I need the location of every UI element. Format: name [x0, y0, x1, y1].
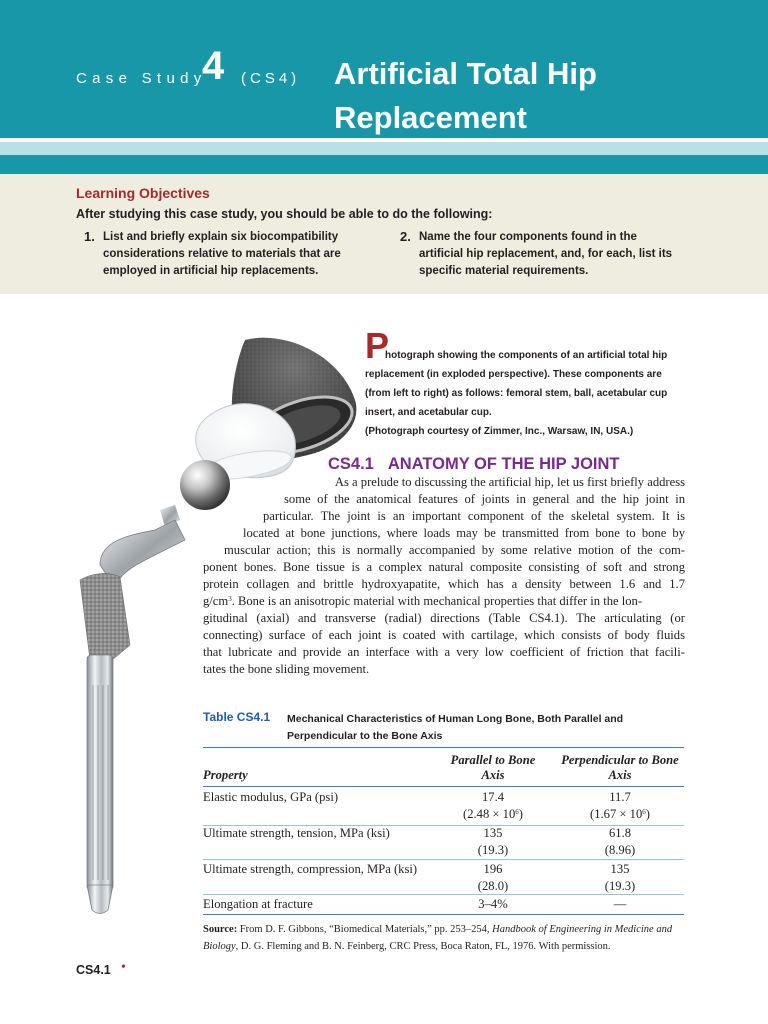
table-cell-perpendicular [554, 861, 686, 895]
body-line: that lubricate and provide an interface with a very low coefficient of friction that facili- [203, 645, 685, 659]
learning-objectives-intro: After studying this case study, you should be able to do the following: [76, 207, 493, 221]
page-number-bullet: • [121, 960, 126, 975]
table-cell-perpendicular [554, 825, 686, 859]
table-cell-alt: (19.3) [604, 879, 636, 893]
table-cell-value: 61.8 [608, 826, 632, 840]
femoral-ball [180, 460, 230, 510]
section-number: CS4.1 [328, 455, 374, 473]
body-line-rest: . Bone is an anisotropic material with mechanical properties that differ in the lon- [231, 594, 643, 608]
table-cell-parallel: 3–4% [478, 897, 508, 911]
page-number: CS4.1 [76, 963, 111, 977]
table-header-line: Axis [481, 768, 505, 782]
learning-objectives-heading: Learning Objectives [76, 185, 210, 201]
table-header-line: Perpendicular to Bone [561, 753, 679, 767]
table-caption [287, 711, 667, 745]
source-book-title: Handbook of Engineering in Medicine and Biology [203, 924, 673, 952]
table-cell-parallel [428, 825, 558, 859]
table-label: Table CS4.1 [203, 710, 271, 724]
source-text: From D. F. Gibbons, “Biomedical Materials,” pp. 253–254, [237, 924, 493, 935]
caption-line: hotograph showing the components of an artificial total hip [385, 350, 668, 361]
case-study-number: 4 [202, 44, 225, 88]
body-line: particular. The joint is an important component of the skeletal system. It is [263, 509, 685, 523]
femoral-stem [80, 505, 185, 914]
body-line: tates the bone sliding movement. [203, 662, 370, 676]
table-header-line: Parallel to Bone [450, 753, 536, 767]
objective-1-line: employed in artificial hip replacements. [103, 265, 319, 277]
table-cell-property: Elongation at fracture [203, 897, 313, 911]
table-cell-perpendicular: — [613, 897, 627, 911]
body-line: connecting) surface of each joint is coated with cartilage, which consists of body fluids [203, 628, 685, 642]
table-cell-alt-base: (2.48 × 10 [463, 807, 516, 821]
table-cell-alt [554, 806, 686, 823]
body-line: some of the anatomical features of joints in general and the hip joint in [284, 492, 685, 506]
table-cell-property: Ultimate strength, tension, MPa (ksi) [203, 826, 390, 840]
body-line: gitudinal (axial) and transverse (radial) directions (Table CS4.1). The articulating (or [203, 611, 685, 625]
objective-1-text [103, 229, 363, 280]
case-study-code: (CS4) [241, 70, 301, 87]
source-label: Source: [203, 924, 238, 935]
body-line: located at bone junctions, where loads may be transmitted from bone to bone by [243, 526, 685, 540]
table-cell-alt: (19.3) [477, 843, 509, 857]
table-cell-alt-exponent: 6 [515, 808, 519, 816]
objective-1-line: considerations relative to materials that are [103, 248, 341, 260]
caption-credit: (Photograph courtesy of Zimmer, Inc., Warsaw, IN, USA.) [365, 426, 634, 437]
section-heading [328, 455, 620, 474]
objective-1-number: 1. [84, 229, 95, 244]
caption-line: (from left to right) as follows: femoral stem, ball, acetabular cup [365, 388, 668, 399]
objective-2-line: artificial hip replacement, and, for each, list its [419, 248, 673, 260]
table-cell-alt [428, 806, 558, 823]
table-caption-line: Mechanical Characteristics of Human Long Bone, Both Parallel and [287, 713, 624, 725]
caption-line: replacement (in exploded perspective). These components are [365, 369, 662, 380]
table-cell-value: 11.7 [609, 790, 631, 804]
page-title [334, 52, 754, 140]
body-line: As a prelude to discussing the artificial hip, let us first briefly address [334, 475, 685, 489]
table-cell-perpendicular [554, 789, 686, 823]
table-rule-top [203, 747, 684, 748]
body-line: protein collagen and brittle hydroxyapatite, which has a density between 1.6 and 1.7 [203, 577, 685, 591]
table-cell-value: 196 [483, 862, 503, 876]
table-rule-header [203, 786, 684, 787]
table-cell-value: 135 [610, 862, 630, 876]
table-cell-parallel [428, 861, 558, 895]
table-header-line: Axis [608, 768, 632, 782]
table-cell-alt-end: ) [518, 807, 523, 821]
table-cell-value: 135 [483, 826, 503, 840]
header-stripe-light [0, 142, 768, 155]
table-row-rule [203, 859, 684, 860]
table-cell-property: Ultimate strength, compression, MPa (ksi) [203, 862, 418, 876]
table-cell-alt-exponent: 6 [642, 808, 646, 816]
objective-2-line: Name the four components found in the [419, 231, 637, 243]
objective-2-number: 2. [400, 229, 411, 244]
table-header-perpendicular [554, 753, 686, 783]
objective-1-line: List and briefly explain six biocompatibility [103, 231, 339, 243]
table-cell-alt: (8.96) [604, 843, 636, 857]
case-study-label: Case Study [76, 70, 207, 87]
title-line-1: Artificial Total Hip [334, 56, 597, 91]
caption-line: insert, and acetabular cup. [365, 407, 492, 418]
table-cell-alt-end: ) [645, 807, 650, 821]
table-source-note [203, 921, 685, 955]
table-header-parallel [428, 753, 558, 783]
table-cell-property: Elastic modulus, GPa (psi) [203, 790, 339, 804]
caption-drop-cap: P [365, 325, 390, 366]
photo-caption [365, 346, 695, 441]
table-row-rule [203, 894, 684, 895]
body-line: muscular action; this is normally accompanied by some relative motion of the com- [224, 543, 685, 557]
section-title: ANATOMY OF THE HIP JOINT [387, 455, 620, 473]
table-cell-alt: (28.0) [477, 879, 509, 893]
table-cell-alt-base: (1.67 × 10 [590, 807, 643, 821]
objective-2-text [419, 229, 694, 280]
header-stripe-dark [0, 155, 768, 174]
body-line-unit: g/cm [203, 594, 229, 608]
body-line [203, 593, 685, 610]
table-header-property: Property [203, 768, 248, 782]
body-line-superscript: 3 [228, 595, 232, 603]
source-text: , D. G. Fleming and B. N. Feinberg, CRC Press, Boca Raton, FL, 1976. With permission. [235, 941, 611, 952]
table-caption-line: Perpendicular to the Bone Axis [287, 730, 443, 742]
table-cell-value: 17.4 [481, 790, 505, 804]
body-line: ponent bones. Bone tissue is a complex natural composite consisting of soft and strong [203, 560, 685, 574]
table-rule-bottom [203, 914, 684, 915]
table-cell-parallel [428, 789, 558, 823]
objective-2-line: specific material requirements. [419, 265, 589, 277]
title-line-2: Replacement [334, 100, 527, 135]
